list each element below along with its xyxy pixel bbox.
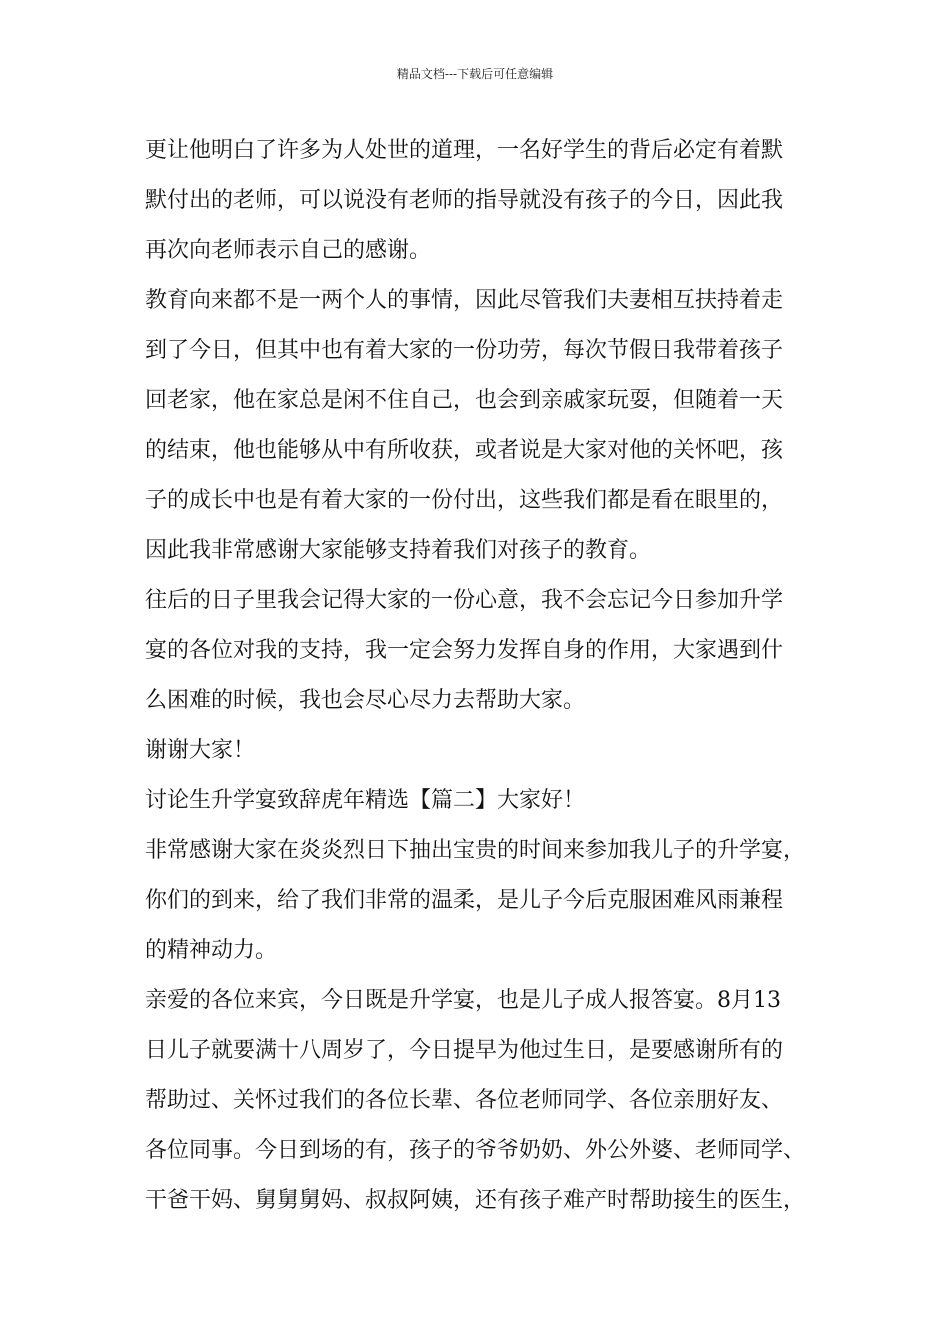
text-line-17: 的精神动力。 [145, 938, 278, 963]
text-line-19: 日儿子就要满十八周岁了，今日提早为他过生日，是要感谢所有的 [145, 1038, 784, 1063]
text-line-4: 教育向来都不是一两个人的事情，因此尽管我们夫妻相互扶持着走 [145, 288, 784, 313]
text-line-1: 更让他明白了许多为人处世的道理，一名好学生的背后必定有着默 [145, 138, 784, 163]
text-line-9: 因此我非常感谢大家能够支持着我们对孩子的教育。 [145, 538, 652, 563]
text-line-21: 各位同事。今日到场的有，孩子的爷爷奶奶、外公外婆、老师同学、 [145, 1138, 806, 1163]
text-line-10: 往后的日子里我会记得大家的一份心意，我不会忘记今日参加升学 [145, 588, 784, 613]
text-line-18: 亲爱的各位来宾，今日既是升学宴，也是儿子成人报答宴。8月13 [145, 988, 781, 1013]
text-line-15: 非常感谢大家在炎炎烈日下抽出宝贵的时间来参加我儿子的升学宴， [145, 838, 806, 863]
text-line-13: 谢谢大家！ [145, 738, 256, 763]
text-line-5: 到了今日，但其中也有着大家的一份功劳，每次节假日我带着孩子 [145, 338, 784, 363]
text-line-6: 回老家，他在家总是闲不住自己，也会到亲戚家玩耍，但随着一天 [145, 388, 784, 413]
text-line-8: 子的成长中也是有着大家的一份付出，这些我们都是看在眼里的， [145, 488, 784, 513]
text-line-20: 帮助过、关怀过我们的各位长辈、各位老师同学、各位亲朋好友、 [145, 1088, 784, 1113]
text-line-3: 再次向老师表示自己的感谢。 [145, 238, 432, 263]
text-line-16: 你们的到来，给了我们非常的温柔，是儿子今后克服困难风雨兼程 [145, 888, 784, 913]
section-heading: 讨论生升学宴致辞虎年精选【篇二】大家好！ [145, 788, 586, 813]
text-line-12: 么困难的时候，我也会尽心尽力去帮助大家。 [145, 688, 586, 713]
text-line-11: 宴的各位对我的支持，我一定会努力发挥自身的作用，大家遇到什 [145, 638, 784, 663]
text-line-2: 默付出的老师，可以说没有老师的指导就没有孩子的今日，因此我 [145, 188, 784, 213]
text-line-7: 的结束，他也能够从中有所收获，或者说是大家对他的关怀吧，孩 [145, 438, 784, 463]
text-line-22: 干爸干妈、舅舅舅妈、叔叔阿姨，还有孩子难产时帮助接生的医生， [145, 1188, 806, 1213]
page-header: 精品文档---下载后可任意编辑 [396, 67, 554, 81]
